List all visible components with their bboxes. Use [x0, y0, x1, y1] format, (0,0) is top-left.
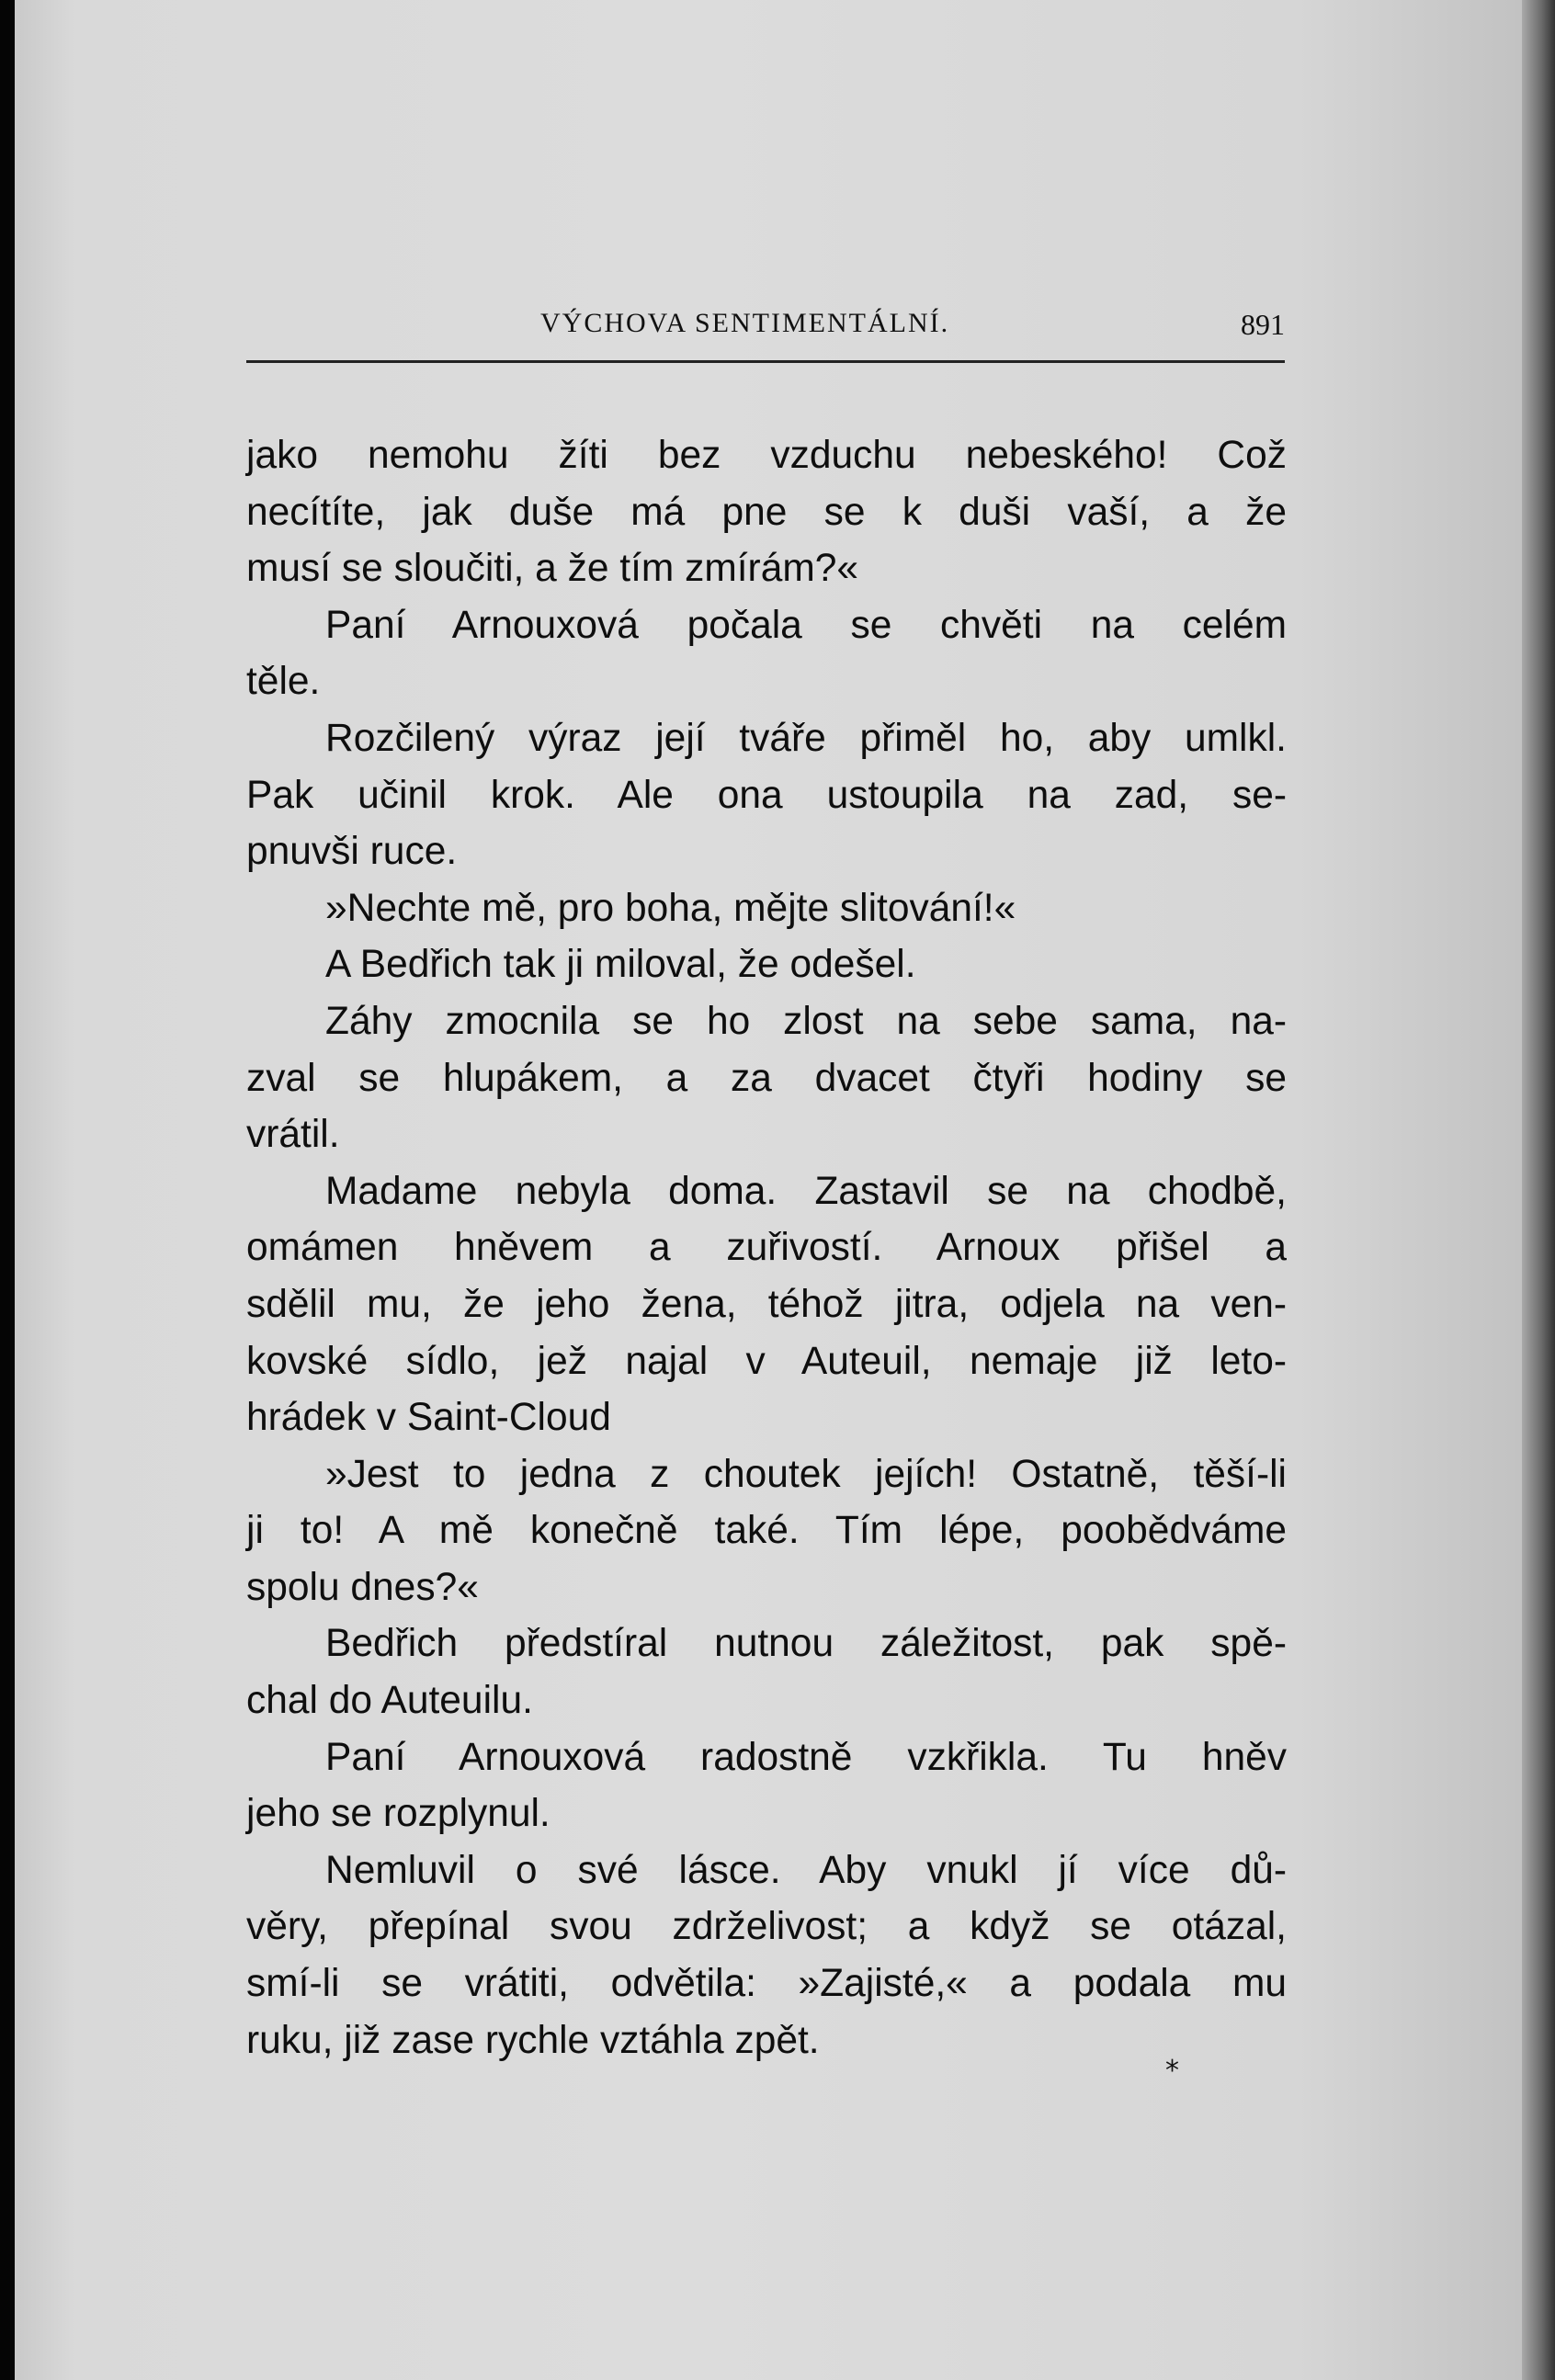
text-line: musí se sloučiti, a že tím zmírám?« [246, 547, 859, 591]
text-line: zval se hlupákem, a za dvacet čtyři hodiny se [246, 1056, 1287, 1100]
text-line: vrátil. [246, 1113, 340, 1157]
text-line: sdělil mu, že jeho žena, téhož jitra, odjela na ven- [246, 1282, 1287, 1326]
header-rule [246, 360, 1285, 363]
text-line: »Nechte mě, pro boha, mějte slitování!« [325, 886, 1016, 930]
text-line: chal do Auteuilu. [246, 1679, 533, 1723]
text-line: Záhy zmocnila se ho zlost na sebe sama, na- [325, 999, 1287, 1043]
left-binding-edge [0, 0, 15, 2380]
text-line: ji to! A mě konečně také. Tím lépe, poobědváme [246, 1509, 1287, 1553]
text-line: necítíte, jak duše má pne se k duši vaší, a že [246, 490, 1287, 534]
text-line: Rozčilený výraz její tváře přiměl ho, aby umlkl. [325, 716, 1287, 760]
text-line: omámen hněvem a zuřivostí. Arnoux přišel a [246, 1226, 1287, 1270]
page-number: 891 [1241, 308, 1285, 341]
text-line: ruku, již zase rychle vztáhla zpět. [246, 2018, 820, 2062]
text-line: věry, přepínal svou zdrželivost; a když se otázal, [246, 1905, 1287, 1949]
text-line: pnuvši ruce. [246, 830, 458, 874]
text-line: kovské sídlo, jež najal v Auteuil, nemaje již leto- [246, 1339, 1287, 1383]
text-line: těle. [246, 660, 321, 704]
body-text [246, 427, 1287, 2068]
text-line: »Jest to jedna z choutek jejích! Ostatně, těší-li [325, 1452, 1287, 1496]
text-line: spolu dnes?« [246, 1565, 479, 1609]
text-line: Nemluvil o své lásce. Aby vnukl jí více dů- [325, 1848, 1287, 1892]
running-title: VÝCHOVA SENTIMENTÁLNÍ. [540, 308, 950, 338]
section-ornament: * [1165, 2055, 1179, 2087]
text-line: hrádek v Saint-Cloud [246, 1396, 611, 1440]
text-line: Paní Arnouxová počala se chvěti na celém [325, 603, 1287, 647]
text-line: A Bedřich tak ji miloval, že odešel. [325, 943, 916, 987]
text-line: smí-li se vrátiti, odvětila: »Zajisté,« a podala mu [246, 1962, 1287, 2006]
text-line: Pak učinil krok. Ale ona ustoupila na zad, se- [246, 773, 1287, 817]
text-line: Paní Arnouxová radostně vzkřikla. Tu hněv [325, 1735, 1287, 1779]
text-line: jeho se rozplynul. [246, 1792, 550, 1836]
text-line: Bedřich předstíral nutnou záležitost, pak spě- [325, 1622, 1287, 1666]
right-page-edge [1522, 0, 1555, 2380]
text-line: jako nemohu žíti bez vzduchu nebeského! Což [246, 434, 1287, 477]
text-line: Madame nebyla doma. Zastavil se na chodbě, [325, 1169, 1287, 1213]
page-header [246, 308, 1285, 354]
